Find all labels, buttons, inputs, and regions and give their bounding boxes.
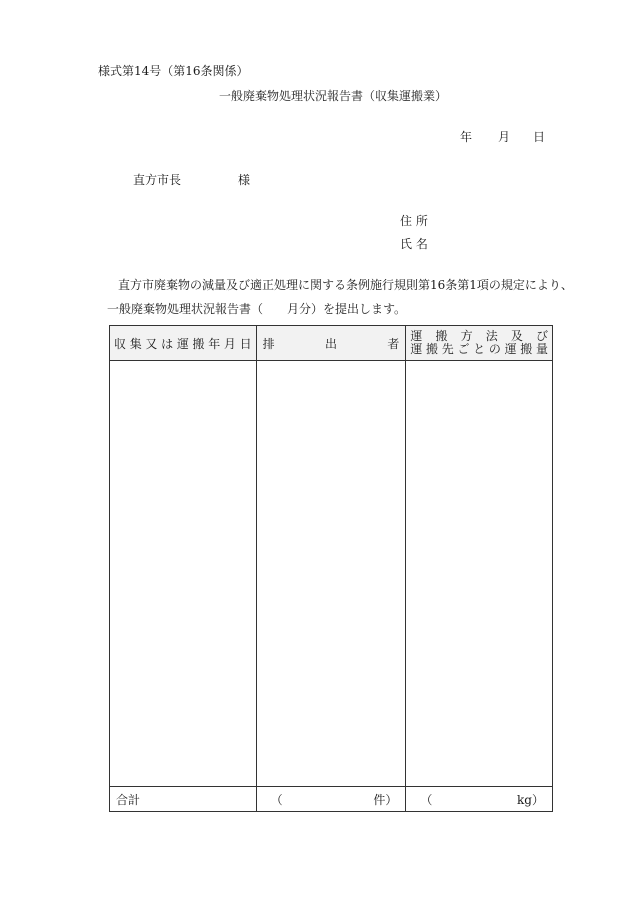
- total-weight-cell[interactable]: [406, 787, 553, 812]
- total-weight-open: （: [420, 792, 433, 807]
- total-count-open: （: [270, 792, 283, 807]
- total-count-unit: 件）: [373, 792, 398, 807]
- table-body-row: [110, 361, 553, 787]
- addressee-name: 直方市長: [133, 173, 182, 187]
- header-transport-line-2: 運搬先ごとの運搬量: [410, 342, 548, 356]
- header-transport-line-1: 運搬方法及び: [410, 329, 548, 343]
- form-number: 様式第14号（第16条関係）: [98, 64, 249, 78]
- total-label: 合計: [110, 787, 257, 812]
- addressee-honorific: 様: [238, 173, 251, 187]
- cell-emitter[interactable]: [256, 361, 406, 787]
- header-collection-date: 収集又は運搬年月日: [110, 326, 257, 361]
- header-emitter-char-2: 出: [324, 336, 337, 351]
- body-text-line-1: 直方市廃棄物の減量及び適正処理に関する条例施行規則第16条第1項の規定により、: [118, 278, 573, 292]
- table-header-row: [110, 326, 553, 361]
- total-count-cell[interactable]: [256, 787, 406, 812]
- header-emitter-char-3: 者: [387, 336, 400, 351]
- cell-collection-date[interactable]: [110, 361, 257, 787]
- applicant-address-label: 住 所: [400, 214, 428, 228]
- header-emitter: [256, 326, 406, 361]
- header-transport-method: [406, 326, 553, 361]
- report-table: [109, 325, 553, 812]
- date-day-label: 日: [533, 130, 546, 144]
- body-text-line-2: 一般廃棄物処理状況報告書（ 月分）を提出します。: [107, 302, 407, 316]
- applicant-name-label: 氏 名: [400, 237, 428, 251]
- table-total-row: [110, 787, 553, 812]
- header-emitter-char-1: 排: [262, 336, 275, 351]
- total-weight-unit: kg）: [517, 792, 544, 807]
- document-title: 一般廃棄物処理状況報告書（収集運搬業）: [219, 89, 448, 103]
- date-year-label: 年: [460, 130, 473, 144]
- date-month-label: 月: [498, 130, 511, 144]
- cell-transport-amount[interactable]: [406, 361, 553, 787]
